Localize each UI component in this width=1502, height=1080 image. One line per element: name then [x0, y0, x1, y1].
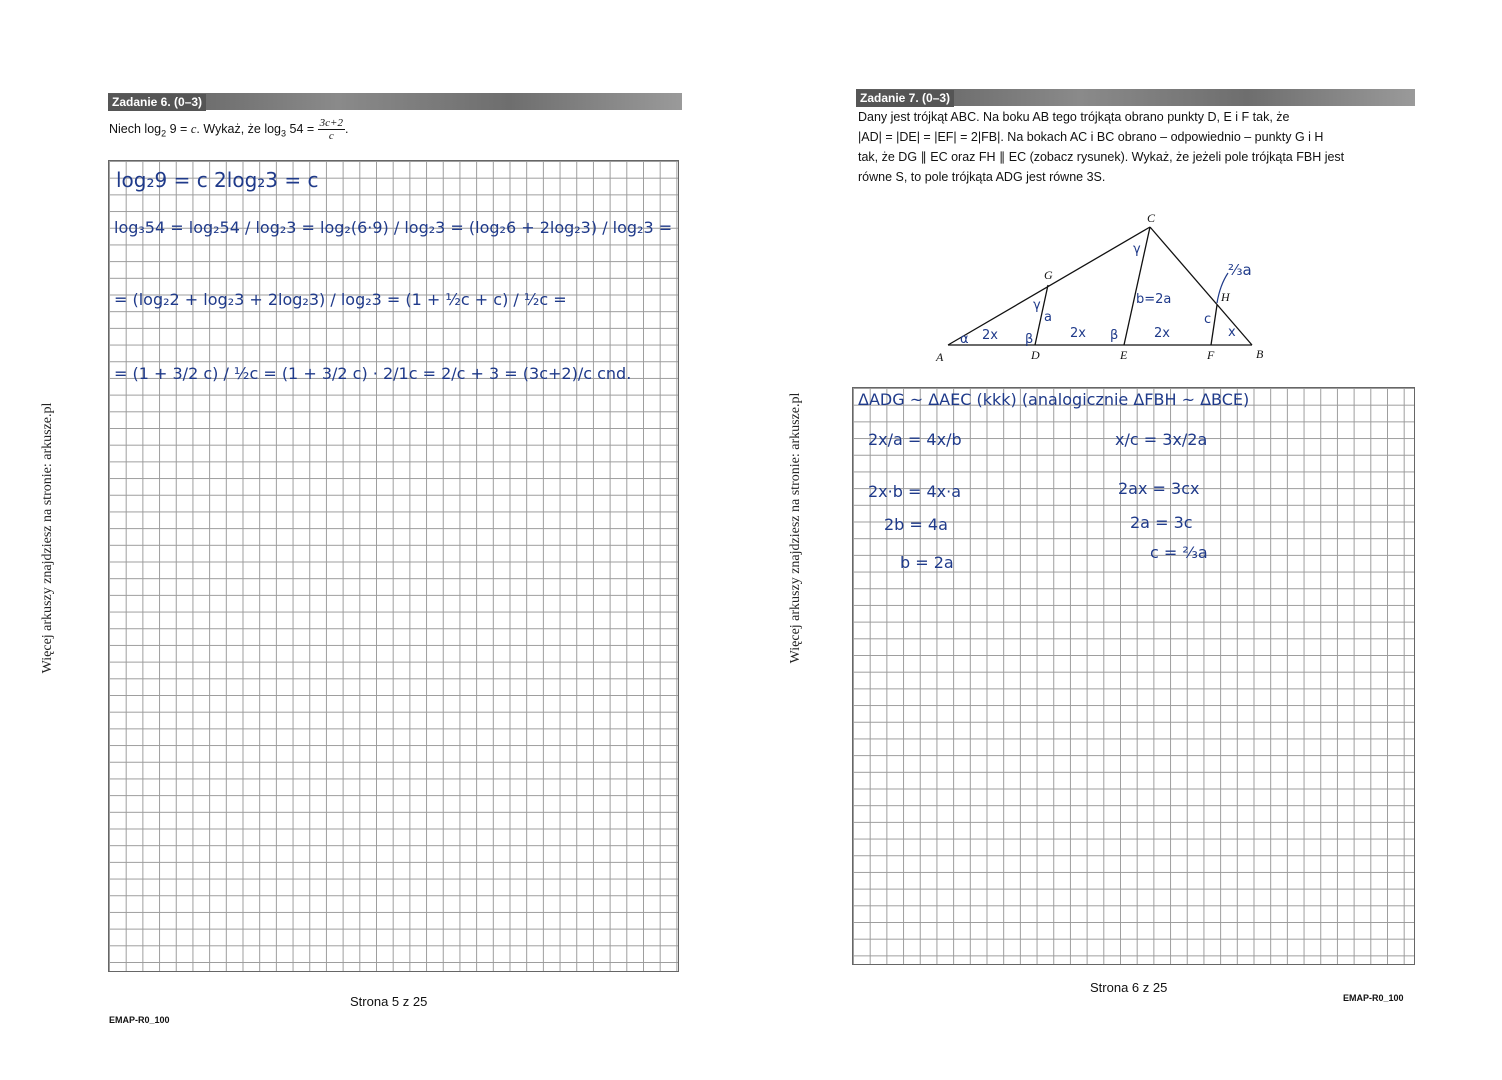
hw-c: c: [1204, 312, 1212, 327]
exam-code-left: EMAP-R0_100: [109, 1015, 170, 1025]
hw-alpha: α: [960, 332, 969, 347]
handwriting-line-1: log₂9 = c 2log₂3 = c: [116, 168, 319, 192]
task-6-fraction: $\frac{3c+2}{c}$: [319, 117, 343, 142]
task-7-line-4: równe S, to pole trójkąta ADG jest równe 3S.: [858, 170, 1106, 184]
task-7-line-2: |AD| = |DE| = |EF| = 2|FB|. Na bokach AC i BC obrano – odpowiednio – punkty G i H: [858, 130, 1324, 144]
handwriting-left-4: b = 2a: [900, 553, 954, 572]
side-note-right: Więcej arkuszy znajdziesz na stronie: arkusze.pl: [788, 392, 803, 664]
label-B: B: [1256, 347, 1264, 361]
handwriting-left-1: 2x/a = 4x/b: [868, 430, 962, 449]
task-header-bar-6: [108, 93, 682, 110]
hw-2x-1: 2x: [982, 328, 998, 343]
answer-grid-left: [108, 160, 679, 972]
hw-2x-2: 2x: [1070, 326, 1086, 341]
task-header-6: Zadanie 6. (0–3): [108, 94, 206, 111]
label-H: H: [1221, 290, 1230, 304]
page-number-right: Strona 6 z 25: [1090, 980, 1168, 995]
segment-FH: [1211, 305, 1217, 345]
handwriting-right-4: c = ⅔a: [1150, 543, 1208, 562]
label-F: F: [1207, 348, 1215, 362]
hw-23a: ⅔a: [1228, 261, 1252, 279]
hw-b2a: b=2a: [1136, 292, 1172, 307]
label-C: C: [1147, 211, 1156, 225]
label-G: G: [1044, 268, 1053, 282]
hw-2x-3: 2x: [1154, 326, 1170, 341]
handwriting-line-3: = (log₂2 + log₂3 + 2log₂3) / log₂3 = (1 + ½c + c) / ½c =: [114, 290, 567, 309]
handwriting-right-1: x/c = 3x/2a: [1115, 430, 1208, 449]
task-header-7: Zadanie 7. (0–3): [856, 90, 954, 107]
task-7-line-1: Dany jest trójkąt ABC. Na boku AB tego trójkąta obrano punkty D, E i F tak, że: [858, 110, 1290, 124]
answer-grid-right: [852, 387, 1415, 965]
handwriting-right-2: 2ax = 3cx: [1118, 479, 1200, 498]
task-7-line-3: tak, że DG ∥ EC oraz FH ∥ EC (zobacz rysunek). Wykaż, że jeżeli pole trójkąta FBH jest: [858, 150, 1345, 164]
label-E: E: [1120, 348, 1128, 362]
label-A: A: [936, 350, 944, 364]
hw-gamma-2: γ: [1133, 242, 1141, 257]
handwriting-similarity: ΔADG ~ ΔAEC (kkk) (analogicznie ΔFBH ~ ΔBCE): [858, 390, 1250, 409]
hw-beta-2: β: [1110, 328, 1119, 343]
handwriting-right-3: 2a = 3c: [1130, 513, 1193, 532]
handwriting-left-3: 2b = 4a: [884, 515, 948, 534]
handwriting-left-2: 2x·b = 4x·a: [868, 482, 962, 501]
hw-a: a: [1044, 310, 1052, 325]
task-6-statement: Niech $\log_2 9 = c$. Wykaż, że $\log_3 54$ = $\frac{3c+2}{c}$ .: [109, 117, 349, 142]
hw-gamma-1: γ: [1033, 298, 1041, 313]
hw-x: x: [1228, 325, 1236, 340]
hw-beta-1: β: [1025, 332, 1034, 347]
exam-code-right: EMAP-R0_100: [1343, 993, 1404, 1003]
handwriting-line-4: = (1 + 3/2 c) / ½c = (1 + 3/2 c) · 2/1c = 2/c + 3 = (3c+2)/c cnd.: [114, 364, 632, 383]
side-note-left: Więcej arkuszy znajdziesz na stronie: arkusze.pl: [40, 402, 55, 674]
task-header-bar-7: [856, 89, 1415, 106]
page-number-left: Strona 5 z 25: [350, 994, 428, 1009]
side-AC: [948, 227, 1150, 345]
label-D: D: [1031, 348, 1040, 362]
handwriting-line-2: log₃54 = log₂54 / log₂3 = log₂(6·9) / log₂3 = (log₂6 + 2log₂3) / log₂3 =: [114, 218, 673, 237]
triangle-figure: [930, 205, 1270, 370]
